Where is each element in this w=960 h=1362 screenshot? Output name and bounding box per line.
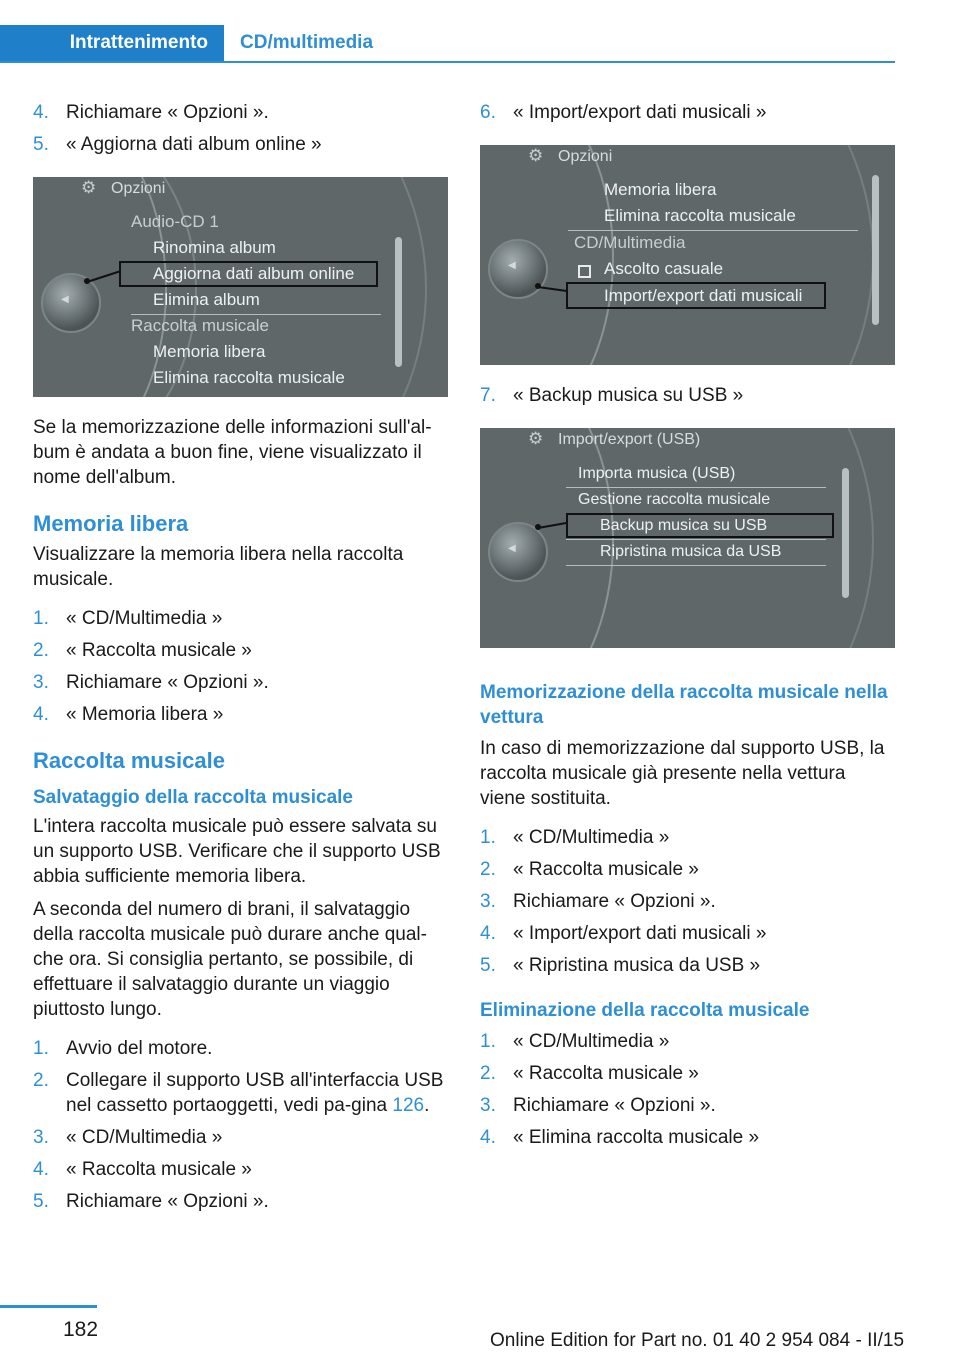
list-item: 2. Collegare il supporto USB all'interfaccia USB nel cassetto portaoggetti, vedi pa-gina 126.: [33, 1070, 444, 1116]
list-item: 3. Richiamare « Opzioni ».: [480, 1095, 716, 1116]
chapter-tab: CD/multimedia: [240, 32, 374, 53]
heading-memorizzazione: Memorizzazione della raccolta musicale nella vettura: [480, 682, 888, 728]
controller-knob-icon: [41, 273, 101, 333]
list-item: 4. « Raccolta musicale »: [33, 1159, 252, 1180]
steps-list-eliminazione: [480, 1029, 895, 1150]
options-gear-icon: ⚙: [81, 178, 97, 197]
section-tab: [0, 25, 224, 61]
steps-list-6: [480, 100, 895, 125]
list-item: 4. « Elimina raccolta musicale »: [480, 1127, 760, 1148]
page-link[interactable]: 126: [392, 1095, 425, 1116]
checkbox-icon: [578, 265, 591, 278]
options-gear-icon: ⚙: [528, 429, 544, 448]
steps-list-memoria: [33, 606, 448, 727]
scrollbar: [842, 468, 849, 598]
page-number: 182: [63, 1318, 99, 1341]
footer-rule: [0, 1305, 97, 1308]
heading-eliminazione: Eliminazione della raccolta musicale: [480, 1000, 810, 1021]
heading-salvataggio: Salvataggio della raccolta musicale: [33, 787, 353, 808]
edition-text: Online Edition for Part no. 01 40 2 954 084 - II/15: [490, 1330, 905, 1351]
list-item: 1. Avvio del motore.: [33, 1038, 213, 1059]
steps-list-4-5: [33, 100, 448, 157]
paragraph: L'intera raccolta musicale può essere salvata su un supporto USB. Verificare che il supporto USB abbia sufficiente memoria libera.: [33, 816, 441, 887]
heading-raccolta-musicale: Raccolta musicale: [33, 748, 225, 773]
list-item: 6. « Import/export dati musicali »: [480, 102, 767, 123]
list-item: 2. « Raccolta musicale »: [480, 859, 699, 880]
heading-memoria-libera: Memoria libera: [33, 511, 189, 536]
page-header: [0, 25, 895, 63]
list-item: 1. « CD/Multimedia »: [33, 608, 223, 629]
list-item: 5. « Aggiorna dati album online »: [33, 134, 322, 155]
left-column: [33, 100, 448, 1221]
paragraph: Visualizzare la memoria libera nella raccolta musicale.: [33, 544, 404, 590]
steps-list-memorizzazione: [480, 825, 895, 978]
list-item: 2. « Raccolta musicale »: [480, 1063, 699, 1084]
list-item: 4. Richiamare « Opzioni ».: [33, 102, 269, 123]
list-item: 1. « CD/Multimedia »: [480, 1031, 670, 1052]
controller-knob-icon: [488, 239, 548, 299]
scrollbar: [872, 175, 879, 325]
scrollbar: [395, 237, 402, 367]
list-item: 3. « CD/Multimedia »: [33, 1127, 223, 1148]
paragraph: Se la memorizzazione delle informazioni sull'al-bum è andata a buon fine, viene visualizzato il nome dell'album.: [33, 417, 432, 488]
idrive-screen-options-album: ⚙ Opzioni Audio-CD 1 Rinomina album Aggiorna dati album online Elimina album Raccolta musicale Memoria libera Elimina raccolta musicale ◀: [33, 177, 448, 397]
steps-list-7: [480, 383, 895, 408]
list-item: 5. Richiamare « Opzioni ».: [33, 1191, 269, 1212]
paragraph: A seconda del numero di brani, il salvataggio della raccolta musicale può durare anche qual-che ora. Si consiglia pertanto, se possibile, di effettuare il salvataggio durante un viaggio piuttosto lungo.: [33, 899, 427, 1020]
controller-knob-icon: [488, 522, 548, 582]
steps-list-salvataggio: [33, 1036, 448, 1214]
list-item: 3. Richiamare « Opzioni ».: [480, 891, 716, 912]
list-item: 7. « Backup musica su USB »: [480, 385, 744, 406]
idrive-screen-import-export: ⚙ Import/export (USB) Importa musica (USB) Gestione raccolta musicale Backup musica su USB Ripristina musica da USB ◀: [480, 428, 895, 648]
options-gear-icon: ⚙: [528, 146, 544, 165]
list-item: 4. « Memoria libera »: [33, 704, 224, 725]
idrive-screen-options-cd: ⚙ Opzioni Memoria libera Elimina raccolta musicale CD/Multimedia Ascolto casuale Import/export dati musicali ◀: [480, 145, 895, 365]
list-item: 4. « Import/export dati musicali »: [480, 923, 767, 944]
list-item: 5. « Ripristina musica da USB »: [480, 955, 761, 976]
list-item: 2. « Raccolta musicale »: [33, 640, 252, 661]
right-column: [480, 100, 895, 1157]
list-item: 1. « CD/Multimedia »: [480, 827, 670, 848]
list-item: 3. Richiamare « Opzioni ».: [33, 672, 269, 693]
section-tab-label: Intrattenimento: [69, 32, 208, 53]
paragraph: In caso di memorizzazione dal supporto USB, la raccolta musicale già presente nella vettura viene sostituita.: [480, 738, 885, 809]
